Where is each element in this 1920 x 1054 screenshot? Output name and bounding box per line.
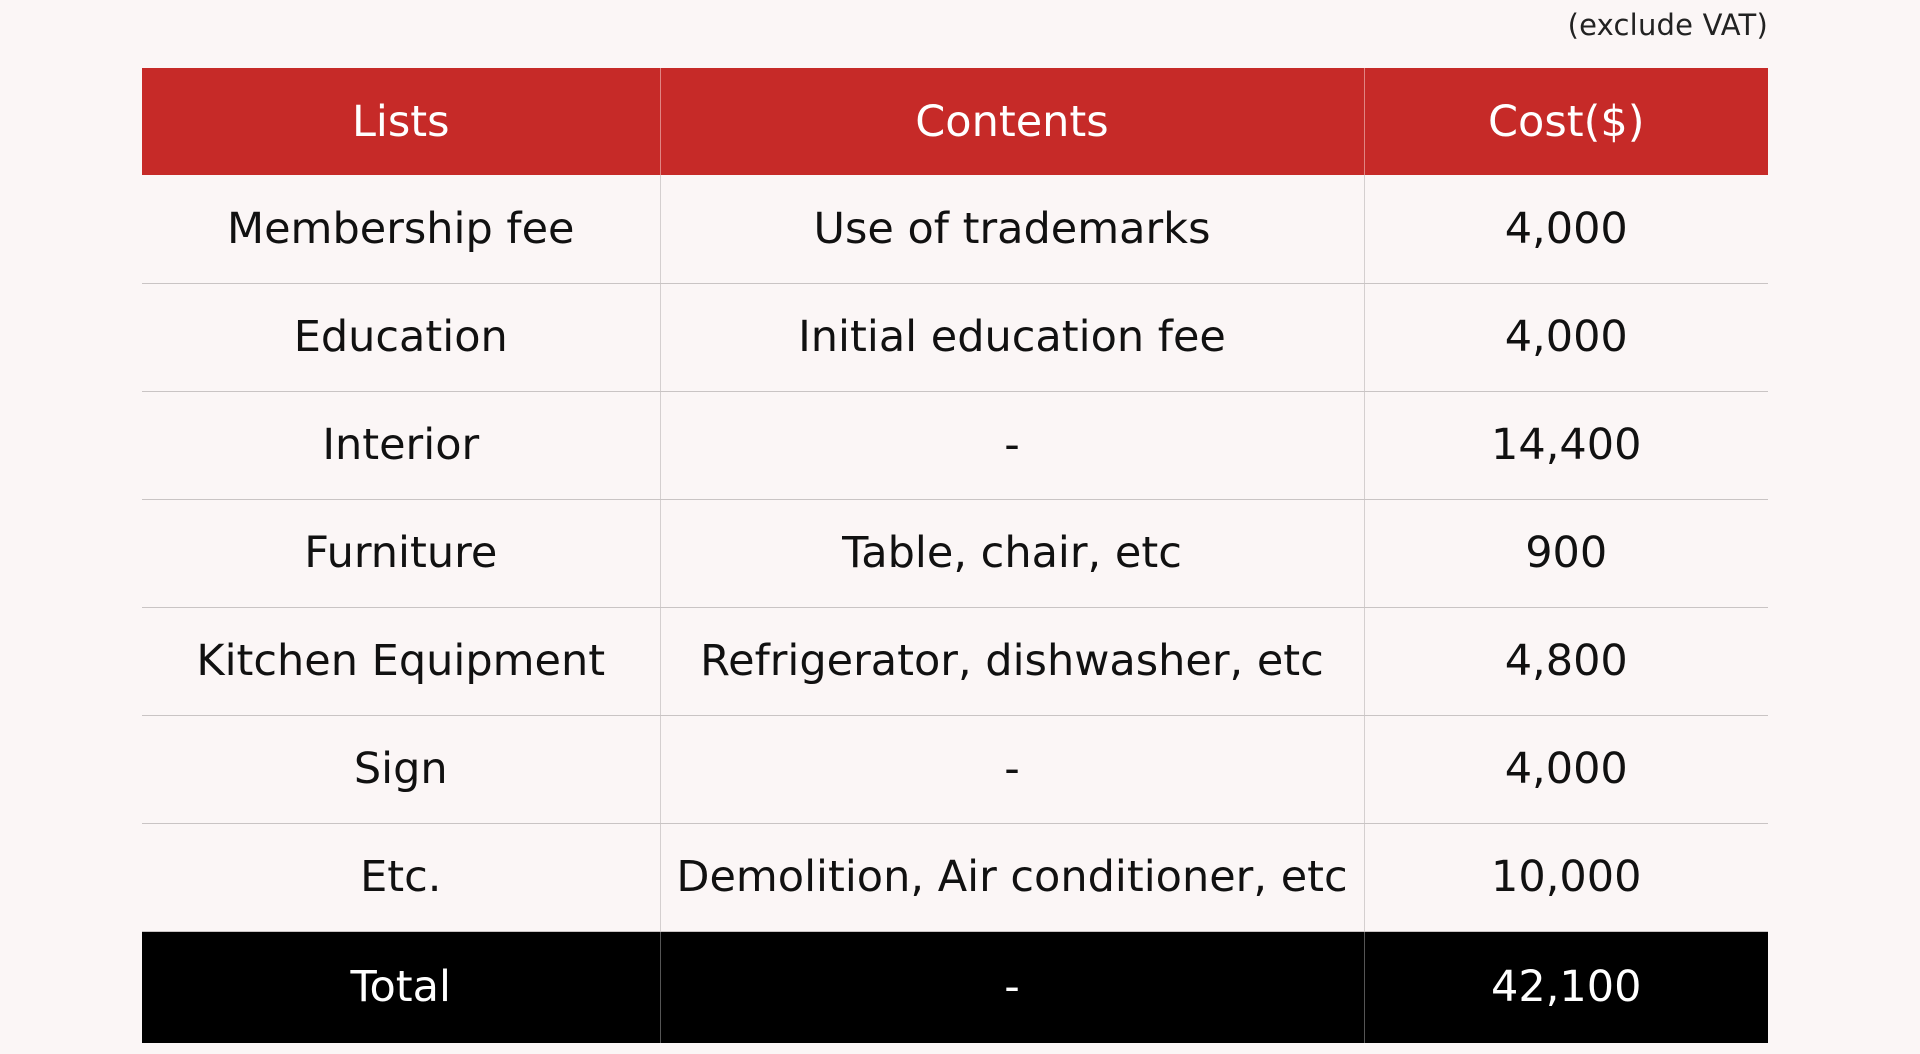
row-list-cell: Etc.	[142, 823, 660, 931]
row-cost-cell: 10,000	[1364, 823, 1768, 931]
row-list-cell: Kitchen Equipment	[142, 607, 660, 715]
startup-cost-table	[142, 68, 1768, 1043]
header-contents: Contents	[660, 68, 1364, 175]
row-cost-cell: 4,000	[1364, 715, 1768, 823]
table-row	[142, 283, 1768, 391]
row-list-cell: Sign	[142, 715, 660, 823]
row-cost-cell: 4,000	[1364, 283, 1768, 391]
row-list-cell: Membership fee	[142, 175, 660, 283]
table-row	[142, 499, 1768, 607]
table-row	[142, 175, 1768, 283]
total-label: Total	[350, 962, 451, 1013]
row-cost-cell: 4,800	[1364, 607, 1768, 715]
row-cost-cell: 4,000	[1364, 175, 1768, 283]
row-contents-cell: Use of trademarks	[660, 175, 1364, 283]
row-contents-cell: Refrigerator, dishwasher, etc	[660, 607, 1364, 715]
row-contents-cell: -	[660, 715, 1364, 823]
row-cost-cell: 900	[1364, 499, 1768, 607]
row-list-cell: Furniture	[142, 499, 660, 607]
row-contents-cell: Initial education fee	[660, 283, 1364, 391]
row-contents-cell: -	[660, 391, 1364, 499]
row-cost-cell: 14,400	[1364, 391, 1768, 499]
total-contents: -	[660, 931, 1364, 1043]
header-cost: Cost($)	[1364, 68, 1768, 175]
vat-note: (exclude VAT)	[1567, 8, 1768, 42]
table-row	[142, 607, 1768, 715]
table-header-row	[142, 68, 1768, 175]
total-cost: 42,100	[1364, 931, 1768, 1043]
table-row	[142, 823, 1768, 931]
table-row	[142, 715, 1768, 823]
total-row	[142, 931, 1768, 1043]
header-lists: Lists	[351, 96, 450, 147]
row-list-cell: Interior	[142, 391, 660, 499]
table-row	[142, 391, 1768, 499]
row-contents-cell: Demolition, Air conditioner, etc	[660, 823, 1364, 931]
row-list-cell: Education	[142, 283, 660, 391]
row-contents-cell: Table, chair, etc	[660, 499, 1364, 607]
